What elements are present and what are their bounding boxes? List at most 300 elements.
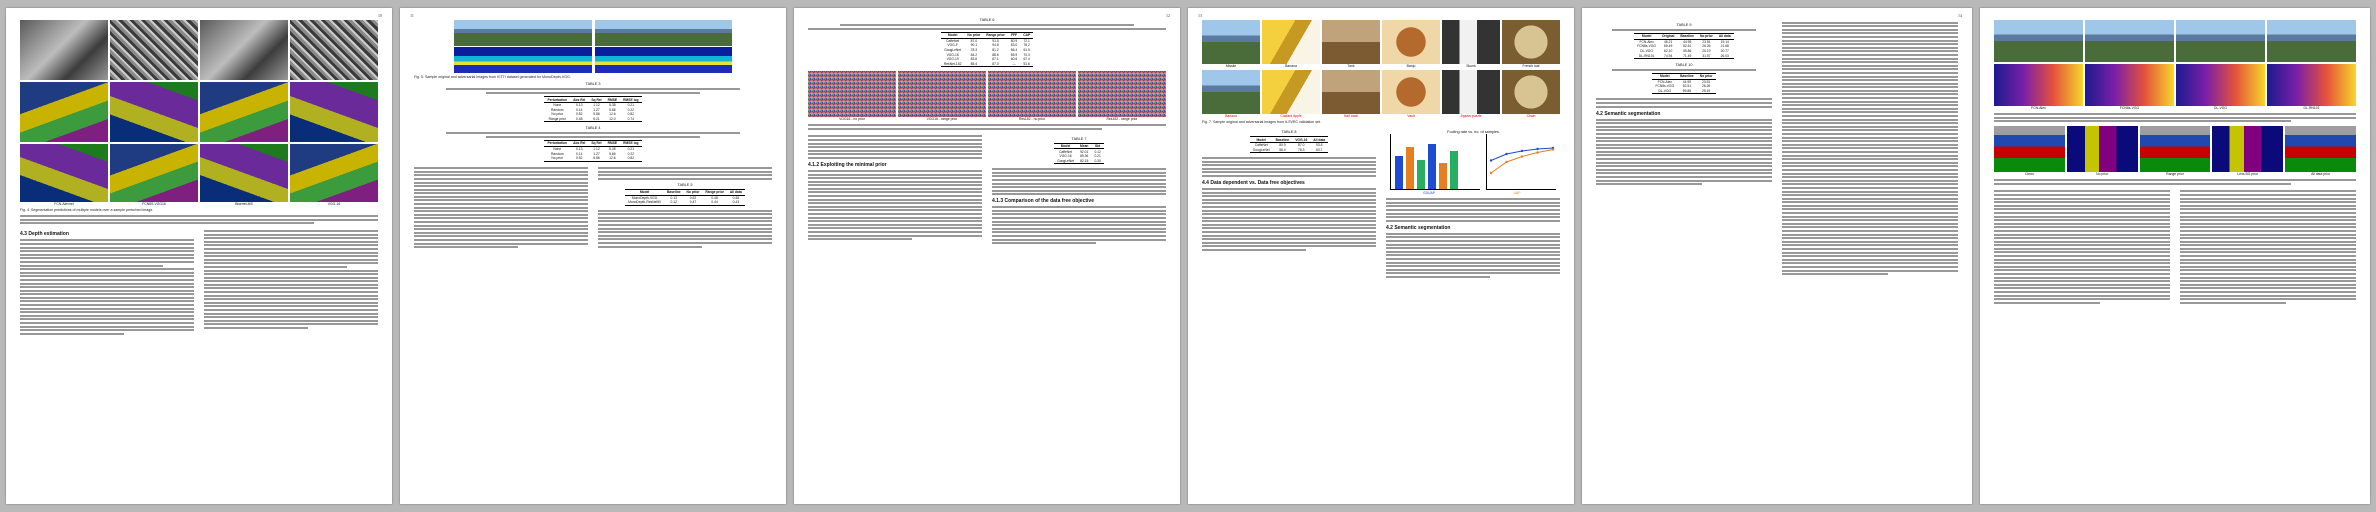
table-row [625, 200, 745, 205]
figure-label: FCN-Alex [2031, 106, 2046, 110]
paper-page-4 [1188, 8, 1574, 504]
figure-image [2140, 126, 2211, 172]
table-cell: 0.44 [711, 200, 718, 205]
figure-label: Chain [1526, 114, 1536, 118]
line-chart [1486, 134, 1556, 190]
figure-image [1994, 64, 2083, 106]
figure-image [110, 82, 198, 142]
data-point [1490, 172, 1492, 174]
figure-image [1202, 20, 1260, 64]
table-header: FFF [1010, 33, 1017, 38]
table-cell: 62.10 [1664, 49, 1673, 54]
figure-image [1202, 70, 1260, 114]
table-cell: 0.14 [575, 107, 583, 112]
figure-image [1442, 70, 1500, 114]
table-cell: 0.21 [627, 147, 635, 152]
figure-image [898, 71, 986, 117]
table-cell: 83.7 [1316, 147, 1323, 152]
figure-label: VGG16 - range prior [926, 117, 958, 122]
table-header: Std [1094, 144, 1101, 149]
figure-labels [1994, 172, 2356, 176]
figure-image [20, 20, 108, 80]
table-header: Mean [1080, 144, 1089, 149]
table-header: Model [1256, 137, 1266, 142]
figure-label: Vault [1407, 114, 1415, 118]
table-cell: 0.48 [711, 195, 718, 200]
figure-image [200, 144, 288, 202]
figure-image [2067, 126, 2138, 172]
table-header: All data [1313, 137, 1326, 142]
figure-image [808, 71, 896, 117]
table-row [544, 117, 641, 122]
table-cell: 19.14 [1720, 39, 1729, 44]
table-cell: 81.2 [992, 48, 999, 53]
table-row [1250, 147, 1328, 152]
table-cell: FCN-Alex [1657, 79, 1672, 84]
text-column [414, 166, 588, 250]
figure-image [1442, 20, 1500, 64]
figure-label: Jigsaw puzzle [1460, 114, 1482, 118]
table-cell: 80.9 [1010, 38, 1018, 43]
table-cell: 59.86 [1683, 49, 1692, 54]
results-table [941, 32, 1033, 67]
table-cell: 94.8 [992, 43, 999, 48]
data-point [1521, 156, 1523, 158]
table-cell: FCN8s-VGG [1637, 44, 1656, 49]
figure-caption: Fig. 7. Sample original and adversarial images from ILSVRC validation set. [1202, 120, 1322, 124]
table-cell: CaffeNet [1254, 143, 1268, 148]
table-cell: 78.2 [1023, 43, 1030, 48]
table-cell: 92.01 [1080, 149, 1089, 154]
figure-image [200, 82, 288, 142]
paper-page-5 [1582, 8, 1972, 504]
figure-image [1502, 70, 1560, 114]
table-cell: 5.21 [593, 116, 600, 121]
table-row [1634, 53, 1733, 58]
table-header: Abs Rel [573, 97, 586, 102]
table-cell: 23.51 [1702, 39, 1711, 44]
bar-chart [1390, 134, 1480, 190]
table-cell: 56.4 [1010, 48, 1018, 53]
table-cell: 46.21 [1664, 39, 1673, 44]
figure-image [2085, 20, 2174, 62]
table-cell: 90.1 [970, 43, 978, 48]
results-table [625, 189, 745, 206]
data-point [1521, 150, 1523, 152]
table-header: RMSE [607, 141, 618, 146]
table-header: CAP [1023, 33, 1031, 38]
table-cell: 80.9 [1279, 143, 1286, 148]
table-cell: 0.82 [627, 112, 635, 117]
figure-image-grid [1202, 20, 1560, 64]
table-cell: 87.0 [992, 61, 999, 66]
results-table [1652, 73, 1715, 94]
table-cell: 91.5 [992, 38, 999, 43]
figure-label: Custard Apple [1280, 114, 1302, 118]
table-cell: 5.66 [609, 107, 616, 112]
table-title: TABLE 5 [677, 182, 693, 187]
table-row [1652, 89, 1715, 94]
figure-image-grid [20, 82, 378, 142]
table-header: No prior [967, 33, 981, 38]
table-cell: GoogLeNet [1252, 147, 1270, 152]
table-cell: VGG-19 [946, 57, 959, 62]
table-cell: FCN8s-VGG [1655, 84, 1675, 89]
figure-image [20, 82, 108, 142]
table-cell: 78.3 [970, 48, 978, 53]
figure-image [2212, 126, 2283, 172]
figure-label: Res152 - range prior [1106, 117, 1138, 122]
text-column [992, 134, 1166, 246]
table-cell: 0.43 [732, 200, 740, 205]
table-header: Sq Rel [591, 141, 602, 146]
table-cell: 26.03 [1720, 53, 1729, 58]
text-column [1596, 20, 1772, 277]
page-number: 10 [378, 13, 382, 18]
bar [1450, 151, 1458, 189]
figure-image-grid [1994, 64, 2356, 106]
section-heading: 4.3 Depth estimation [20, 231, 69, 238]
table-cell: 61.5 [1023, 48, 1030, 53]
table-cell: 12.6 [609, 156, 616, 161]
data-point [1536, 148, 1538, 150]
figure-label: Range prior [2166, 172, 2184, 177]
figure-label: Banjo [1406, 64, 1416, 68]
table-cell: Range prior [548, 116, 566, 121]
text-column [1782, 20, 1958, 277]
table-cell: 0.52 [575, 112, 583, 117]
page-number: 13 [1198, 13, 1202, 18]
section-heading: 4.1.3 Comparison of the data free objective [992, 198, 1094, 205]
table-header: RMSE log [623, 97, 639, 102]
table-header: Sq Rel [591, 97, 602, 102]
table-cell: 71.49 [1683, 53, 1692, 58]
table-header: Model [947, 33, 958, 38]
text-column [204, 228, 378, 336]
series-line [1491, 150, 1553, 174]
table-cell: 31.57 [1702, 53, 1711, 58]
table-cell: 5.86 [593, 112, 600, 117]
table-cell: VGG-F [947, 43, 958, 48]
figure-label: Skunk [1466, 64, 1476, 68]
table-cell: 0.21 [1094, 154, 1101, 159]
legend-entry: GDUAP [1422, 191, 1436, 196]
table-header: Model [1660, 74, 1670, 79]
table-cell: VGG-16 [946, 52, 959, 57]
figure-image [2176, 64, 2265, 106]
data-point [1536, 152, 1538, 154]
table-cell: 59.86 [1682, 89, 1692, 94]
table-row [1652, 79, 1715, 84]
table-cell: 0.52 [689, 195, 697, 200]
figure-label: Clean [2024, 172, 2034, 177]
table-cell: Random [551, 107, 564, 112]
page-number: 11 [410, 13, 414, 18]
figure-image [2176, 20, 2265, 62]
page-number: 14 [1958, 13, 1962, 18]
table-cell: 62.51 [1683, 44, 1692, 49]
figure-image [110, 20, 198, 80]
figure-image [1322, 70, 1380, 114]
figure-image [290, 82, 378, 142]
table-header: Abs Rel [573, 141, 586, 146]
table-cell: 26.26 [1702, 44, 1711, 49]
table-cell: 0.12 [670, 200, 677, 205]
table-cell: 87.0 [1298, 143, 1305, 148]
figure-caption: Fig. 4. Segmentation predictions of multiple models over a sample perturbed image. [20, 208, 154, 212]
figure-label: FCN8S-VGG16 [142, 202, 166, 206]
table-cell: None [553, 147, 562, 152]
table-title: TABLE 10 [1675, 62, 1693, 67]
figure-label: Bisenet-MS [235, 202, 253, 206]
figure-image [1262, 20, 1320, 64]
figure-label: French loaf [1522, 64, 1540, 68]
table-cell: 51.6 [1023, 61, 1030, 66]
table-cell: 20.77 [1720, 49, 1729, 54]
table-cell: 44.95 [1683, 39, 1692, 44]
table-header: No prior [1699, 74, 1713, 79]
figure-label: Banana [1285, 64, 1297, 68]
results-table [1634, 33, 1733, 59]
table-header: Baseline [1680, 34, 1694, 39]
table-cell: 65.9 [1010, 52, 1018, 57]
table-header: No prior [686, 190, 700, 195]
table-cell: 85.4 [970, 61, 978, 66]
table-cell: 1.12 [593, 147, 600, 152]
table-cell: 0.13 [575, 103, 583, 108]
table-cell: 23.51 [1701, 79, 1711, 84]
table-header: Range prior [705, 190, 724, 195]
section-heading: 4.1.2 Exploiting the minimal prior [808, 161, 887, 168]
figure-image [200, 20, 288, 80]
table-cell: 78.3 [1298, 147, 1305, 152]
table-cell: Random [551, 151, 564, 156]
table-cell: 56.4 [1279, 147, 1286, 152]
table-cell: 82.15 [1080, 158, 1089, 163]
figure-label: No prior [2096, 172, 2109, 177]
table-header: No prior [1699, 34, 1713, 39]
table-row [544, 156, 641, 161]
table-cell: MonoDepth-VGG [631, 195, 658, 200]
table-header: Range prior [986, 33, 1005, 38]
figure-image [2267, 20, 2356, 62]
table-cell: FCN-Alex [1639, 39, 1654, 44]
table-cell: 60.6 [1010, 57, 1018, 62]
table-cell: 67.4 [1023, 57, 1030, 62]
figure-labels [1202, 64, 1560, 68]
text-column [1994, 189, 2170, 306]
figure-image-grid [414, 20, 772, 73]
table-cell: 5.38 [609, 103, 616, 108]
table-header: VGG-16 [1295, 137, 1308, 142]
data-point [1552, 149, 1554, 151]
table-cell: GoogLeNet [1057, 158, 1074, 163]
figure-image-grid [1994, 20, 2356, 62]
bar [1395, 156, 1403, 189]
table-header: Model [1641, 34, 1652, 39]
figure-image [290, 20, 378, 80]
figure-image-grid [808, 71, 1166, 117]
table-cell: 65.49 [1664, 44, 1673, 49]
table-cell: 70.3 [1023, 52, 1030, 57]
table-cell: CaffeNet [1059, 149, 1073, 154]
figure-image [290, 144, 378, 202]
paper-page-3 [794, 8, 1180, 504]
table-header: Model [1060, 144, 1071, 149]
table-cell: CaffeNet [946, 38, 960, 43]
table-cell: 0.13 [575, 147, 583, 152]
text-column [20, 228, 194, 336]
table-cell: 0.52 [575, 156, 583, 161]
paper-page-2 [400, 8, 786, 504]
results-table [544, 140, 641, 161]
figure-image [110, 144, 198, 202]
results-table [1250, 136, 1328, 153]
table-header: Baseline [666, 190, 681, 195]
figure-image-grid [20, 20, 378, 80]
figure-image [20, 144, 108, 202]
figure-label: VGG-16 [327, 202, 341, 206]
section-heading: 4.2 Semantic segmentation [1596, 110, 1661, 117]
table-row [1054, 159, 1104, 164]
table-header: All data [1718, 34, 1731, 39]
table-cell: 1.27 [593, 151, 600, 156]
table-cell: DL-RN101 [1638, 53, 1655, 58]
table-cell: VGG-16 [1059, 154, 1072, 159]
bar [1428, 144, 1436, 189]
figure-label: DL-VGG [2214, 106, 2227, 110]
table-cell: MonoDepth-ResNet50 [628, 200, 661, 205]
figure-label: DL-RN101 [2303, 106, 2320, 110]
table-cell: 5.86 [593, 156, 600, 161]
table-cell: 5.38 [609, 147, 616, 152]
table-cell: No prior [551, 156, 564, 161]
text-column [808, 134, 982, 246]
section-heading: 4.2 Semantic segmentation [1386, 224, 1451, 231]
text-column [2180, 189, 2356, 306]
figure-label: FCN8s-VGG [2119, 106, 2140, 110]
figure-image [2085, 64, 2174, 106]
bar [1406, 147, 1414, 189]
data-point [1490, 160, 1492, 162]
figure-image [454, 20, 592, 46]
figure-image [2285, 126, 2356, 172]
table-cell: 0.21 [627, 103, 635, 108]
text-column [598, 166, 772, 250]
table-cell: None [553, 103, 562, 108]
table-header: Baseline [1275, 137, 1290, 142]
figure-image [1502, 20, 1560, 64]
table-header: Baseline [1680, 74, 1694, 79]
figure-image [595, 20, 733, 46]
table-cell: 0.22 [627, 151, 635, 156]
table-title: TABLE 7 [1071, 136, 1087, 141]
figure-image [1262, 70, 1320, 114]
figure-caption: Fig. 5. Sample original and adversarial images from KITTI dataset generated for MonoDepth-VGG. [414, 75, 571, 79]
table-cell: ResNet-152 [943, 61, 962, 66]
table-cell: 44.95 [1682, 79, 1692, 84]
figure-label: Res152 - no prior [1018, 117, 1046, 122]
table-cell: 87.0 [970, 38, 978, 43]
table-header: RMSE log [623, 141, 639, 146]
figure-label: FCN-Alexnet [54, 202, 74, 206]
table-header: RMSE [607, 97, 618, 102]
figure-image [595, 47, 733, 73]
figure-label: VGG16 - no prior [839, 117, 865, 122]
figure-labels [808, 117, 1166, 121]
table-header: Perturbation [547, 97, 568, 102]
figure-image [988, 71, 1076, 117]
paper-page-1 [6, 8, 392, 504]
table-header: All data [729, 190, 742, 195]
bar [1417, 160, 1425, 190]
table-title: TABLE 4 [585, 126, 601, 131]
figure-image-grid [1202, 70, 1560, 114]
text-column [1202, 127, 1376, 279]
table-cell: 0.13 [670, 195, 677, 200]
figure-labels [1994, 106, 2356, 110]
table-cell: 1.12 [593, 103, 600, 108]
figure-image [1322, 20, 1380, 64]
table-title: TABLE 6 [979, 18, 995, 22]
paper-page-6 [1980, 8, 2370, 504]
table-cell: 25.19 [1702, 49, 1711, 54]
table-cell: — [1012, 61, 1016, 66]
table-title: TABLE 9 [1676, 23, 1692, 27]
table-cell: 0.22 [627, 107, 635, 112]
results-table [544, 96, 641, 122]
table-cell: 1.27 [593, 107, 600, 112]
figure-label: Banana [1225, 114, 1237, 118]
figure-labels [20, 202, 378, 206]
figure-image [2267, 64, 2356, 106]
text-column [1386, 127, 1560, 279]
legend-entry: UAP [1513, 191, 1521, 196]
table-cell: 83.0 [1010, 43, 1018, 48]
table-cell: DL-VGG [1658, 89, 1672, 94]
figure-labels-adversarial [1202, 114, 1560, 118]
figure-label: Half track [1343, 114, 1359, 118]
table-cell: 0.46 [732, 195, 740, 200]
table-header: Model [639, 190, 650, 195]
figure-image-grid [20, 144, 378, 202]
table-cell: 87.1 [992, 57, 999, 62]
figure-image [1078, 71, 1166, 117]
figure-image-grid [1994, 126, 2356, 172]
table-cell: 72.1 [1023, 38, 1030, 43]
figure-image [454, 47, 592, 73]
table-cell: GoogLeNet [944, 48, 962, 53]
chart-title: Fooling rate vs. no. of samples [1447, 130, 1499, 135]
table-cell: 0.30 [1094, 158, 1101, 163]
table-cell: 12.0 [609, 116, 616, 121]
results-table [1054, 143, 1104, 164]
table-cell: 25.19 [1701, 89, 1711, 94]
section-heading: 4.4 Data dependent vs. Data free objectives [1202, 179, 1305, 186]
table-title: TABLE 3 [585, 82, 601, 87]
figure-image [1382, 70, 1440, 114]
table-cell: 83.6 [970, 57, 978, 62]
figure-label: Tank [1347, 64, 1355, 68]
figure-label: Missile [1225, 64, 1237, 68]
table-cell: 0.82 [627, 156, 635, 161]
table-cell: 74.94 [1664, 53, 1673, 58]
table-cell: 12.6 [609, 112, 616, 117]
table-header: Perturbation [547, 141, 568, 146]
figure-image [1994, 20, 2083, 62]
data-point [1505, 153, 1507, 155]
table-title: TABLE 8 [1281, 130, 1297, 135]
